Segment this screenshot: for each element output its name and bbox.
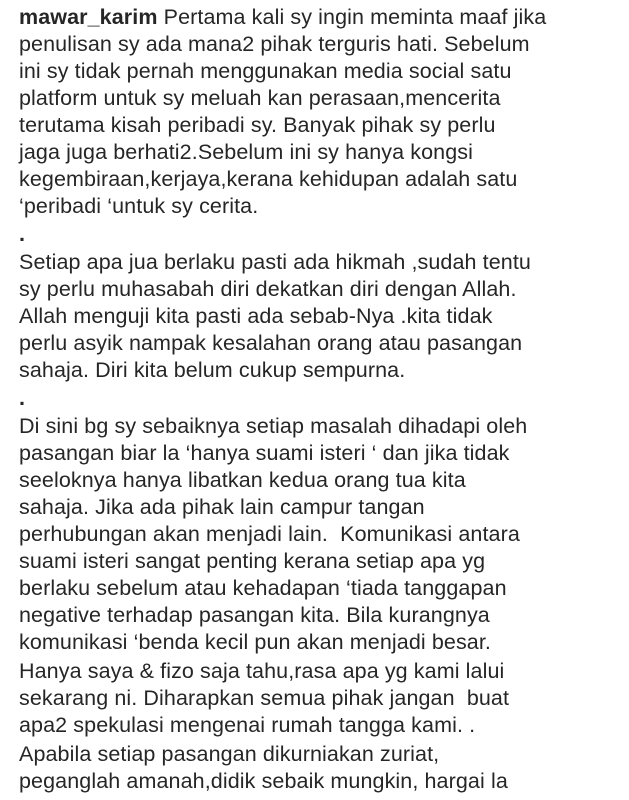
caption-line: ini sy tidak pernah menggunakan media social satu [19, 59, 512, 83]
caption-line: seeloknya hanya libatkan kedua orang tua kita [19, 468, 466, 492]
caption-line: apa2 spekulasi mengenai rumah tangga kami. . [19, 713, 476, 737]
caption-line: berlaku sebelum atau kehadapan ‘tiada tanggapan [19, 576, 507, 600]
caption-line: suami isteri sangat penting kerana setiap apa yg [19, 549, 486, 573]
caption-line: Apabila setiap pasangan dikurniakan zuriat, [19, 742, 440, 766]
caption-line: jaga juga berhati2.Sebelum ini sy hanya kongsi [19, 140, 473, 164]
caption-line: sekarang ni. Diharapkan semua pihak jangan buat [19, 686, 510, 710]
caption-separator: . [19, 386, 26, 410]
caption-line: peganglah amanah,didik sebaik mungkin, hargai la [19, 769, 508, 793]
caption-line: Setiap apa jua berlaku pasti ada hikmah ,sudah tentu [19, 250, 531, 274]
caption-line [19, 2, 546, 32]
caption-line: negative terhadap pasangan kita. Bila kurangnya [19, 603, 490, 627]
caption-line: terutama kisah peribadi sy. Banyak pihak sy perlu [19, 113, 496, 137]
caption-line: sy perlu muhasabah diri dekatkan diri dengan Allah. [19, 277, 517, 301]
caption-line: ‘peribadi ‘untuk sy cerita. [19, 194, 259, 218]
caption-line: kegembiraan,kerjaya,kerana kehidupan adalah satu [19, 167, 518, 191]
caption-line: komunikasi ‘benda kecil pun akan menjadi besar. [19, 630, 492, 654]
username-link[interactable]: mawar_karim [19, 5, 158, 29]
caption-line: penulisan sy ada mana2 pihak terguris hati. Sebelum [19, 32, 530, 56]
caption-text: Pertama kali sy ingin meminta maaf jika [157, 5, 547, 29]
caption-line: perhubungan akan menjadi lain. Komunikasi antara [19, 522, 520, 546]
caption-line: Di sini bg sy sebaiknya setiap masalah dihadapi oleh [19, 414, 528, 438]
caption-line: pasangan biar la ‘hanya suami isteri ‘ dan jika tidak [19, 441, 510, 465]
caption-line: sahaja. Diri kita belum cukup sempurna. [19, 358, 406, 382]
caption-line: perlu asyik nampak kesalahan orang atau pasangan [19, 331, 523, 355]
caption-separator: . [19, 222, 26, 246]
caption-line: sahaja. Jika ada pihak lain campur tangan [19, 495, 425, 519]
caption-line: platform untuk sy meluah kan perasaan,mencerita [19, 86, 501, 110]
caption-line: Hanya saya & fizo saja tahu,rasa apa yg kami lalui [19, 659, 505, 683]
caption-line: Allah menguji kita pasti ada sebab-Nya .kita tidak [19, 304, 493, 328]
